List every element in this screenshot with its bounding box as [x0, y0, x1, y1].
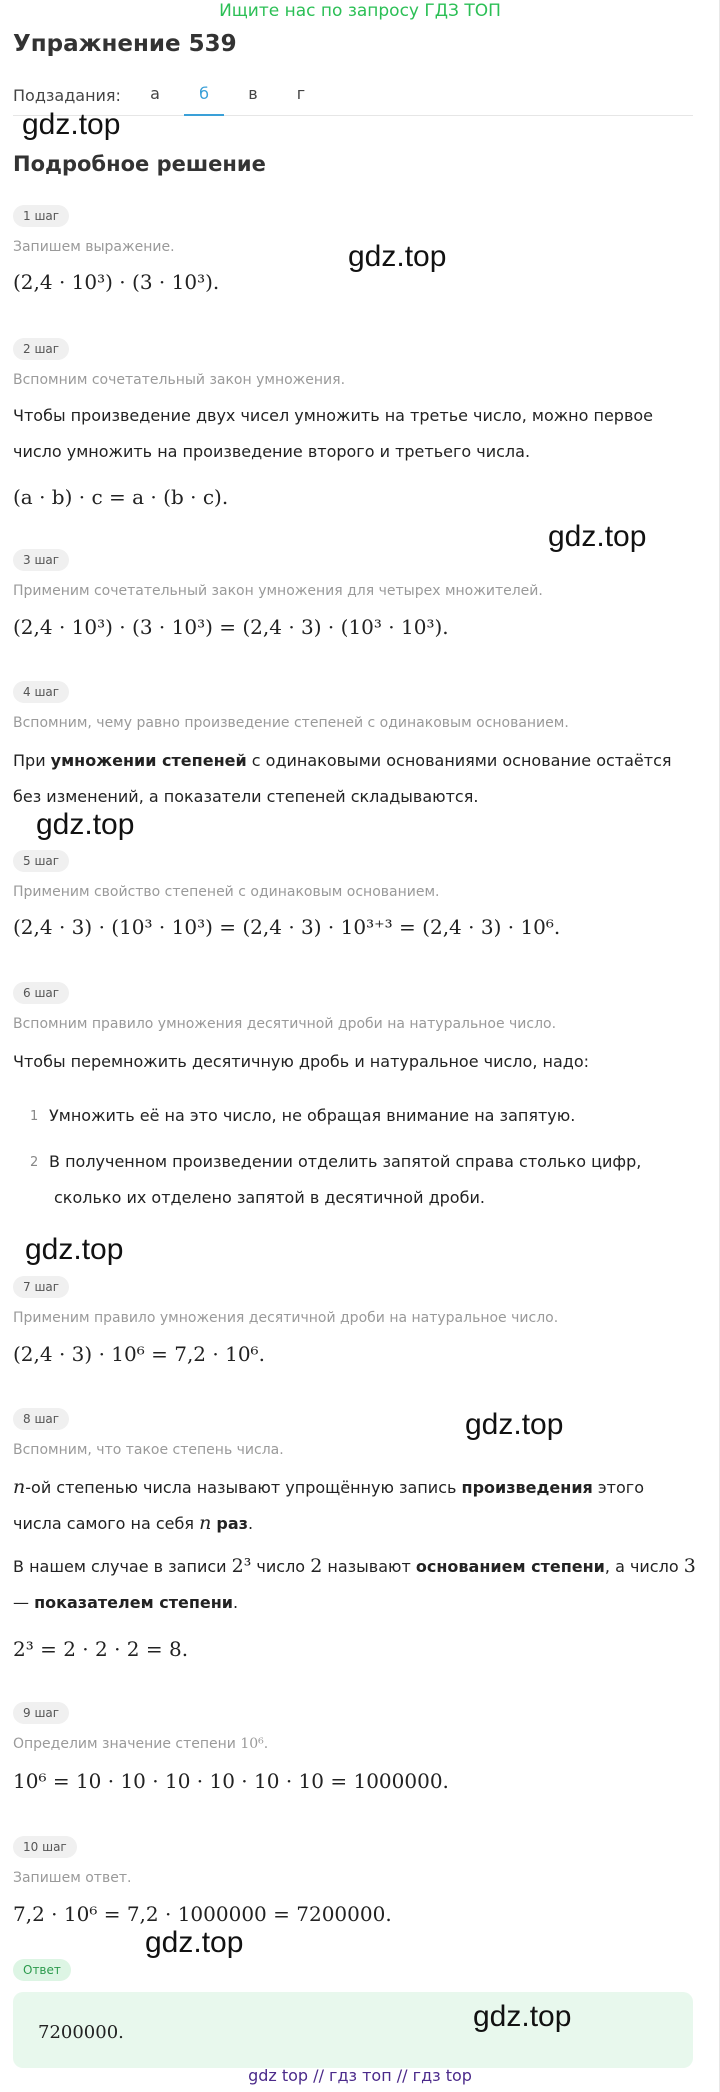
math-expr: 2³ [231, 1555, 252, 1577]
search-banner[interactable]: Ищите нас по запросу ГДЗ ТОП [219, 1, 501, 21]
text-bold: произведения [461, 1478, 593, 1497]
text-part: называют [322, 1557, 416, 1576]
step-math: (2,4 · 10³) · (3 · 10³) = (2,4 · 3) · (10³ · 10³). [13, 615, 449, 639]
text-bold: умножении степеней [50, 751, 247, 770]
step-math: (a · b) · c = a · (b · c). [13, 485, 229, 509]
watermark: gdz.top [348, 240, 447, 273]
link-separator: // [396, 2066, 408, 2085]
text-bold: раз [216, 1514, 248, 1533]
list-number: 1 [30, 1109, 39, 1124]
text-part: этого [592, 1478, 644, 1497]
step-text: Чтобы перемножить десятичную дробь и натуральное число, надо: [13, 1052, 589, 1071]
step-text [13, 1476, 693, 1498]
text-part: В нашем случае в записи [13, 1557, 232, 1576]
step-badge: 5 шаг [13, 850, 69, 872]
text-part: число [251, 1557, 311, 1576]
section-title: Подробное решение [13, 152, 266, 176]
page-title: Упражнение 539 [13, 31, 237, 57]
list-number: 2 [30, 1155, 39, 1170]
step-math: 7,2 · 10⁶ = 7,2 · 1000000 = 7200000. [13, 1902, 392, 1926]
answer-value: 7200000. [38, 2022, 124, 2043]
step-math: (2,4 · 3) · 10⁶ = 7,2 · 10⁶. [13, 1342, 265, 1366]
text-part: — [13, 1593, 35, 1612]
watermark: gdz.top [548, 520, 647, 553]
text-part: Определим значение степени [13, 1736, 241, 1752]
step-text: без изменений, а показатели степеней складываются. [13, 787, 479, 806]
step-text: число умножить на произведение второго и третьего числа. [13, 442, 531, 461]
bottom-link[interactable]: гдз топ [329, 2066, 392, 2085]
step-badge: 4 шаг [13, 681, 69, 703]
step-hint: Применим сочетательный закон умножения для четырех множителей. [13, 583, 543, 599]
text-part: числа самого на себя [13, 1514, 200, 1533]
subtask-tab-a[interactable]: а [150, 84, 160, 103]
step-hint: Запишем выражение. [13, 239, 175, 255]
math-var: n [13, 1476, 26, 1498]
step-badge: 10 шаг [13, 1836, 77, 1858]
step-math: 2³ = 2 · 2 · 2 = 8. [13, 1637, 189, 1661]
step-hint: Вспомним сочетательный закон умножения. [13, 372, 346, 388]
step-hint: Вспомним правило умножения десятичной дроби на натуральное число. [13, 1016, 557, 1032]
math-num: 2 [310, 1555, 323, 1577]
watermark: gdz.top [36, 808, 135, 841]
answer-box [13, 1992, 693, 2068]
bottom-link[interactable]: гдз top [412, 2066, 472, 2085]
step-hint: Применим правило умножения десятичной дроби на натуральное число. [13, 1310, 559, 1326]
step-hint: Запишем ответ. [13, 1870, 132, 1886]
subtask-tab-g[interactable]: г [296, 84, 306, 103]
math-num: 3 [683, 1555, 696, 1577]
step-hint: Применим свойство степеней с одинаковым основанием. [13, 884, 440, 900]
bottom-link[interactable]: gdz top [248, 2066, 309, 2085]
watermark: gdz.top [25, 1233, 124, 1266]
step-hint: Вспомним, что такое степень числа. [13, 1442, 284, 1458]
step-badge: 6 шаг [13, 982, 69, 1004]
subtask-tab-v[interactable]: в [248, 84, 258, 103]
list-item: Умножить её на это число, не обращая внимание на запятую. [49, 1106, 576, 1125]
step-hint: Вспомним, чему равно произведение степеней с одинаковым основанием. [13, 715, 569, 731]
text-part: . [233, 1593, 239, 1612]
text-part: . [263, 1736, 269, 1752]
watermark: gdz.top [22, 108, 121, 141]
math-expr: 10⁶ [240, 1736, 264, 1752]
text-part: При [13, 751, 51, 770]
text-bold: показателем степени [34, 1593, 234, 1612]
answer-badge: Ответ [13, 1959, 71, 1981]
step-badge: 7 шаг [13, 1276, 69, 1298]
text-bold: основанием степени [415, 1557, 605, 1576]
step-text: числа самого на себя n раз. [13, 1512, 254, 1534]
step-badge: 9 шаг [13, 1702, 69, 1724]
watermark: gdz.top [473, 2000, 572, 2033]
text-part: , а число [604, 1557, 684, 1576]
step-math: (2,4 · 10³) · (3 · 10³). [13, 270, 220, 294]
subtasks-label: Подзадания: [13, 86, 121, 105]
step-badge: 3 шаг [13, 549, 69, 571]
step-text [13, 1593, 693, 1612]
list-item: В полученном произведении отделить запятой справа столько цифр, [49, 1152, 642, 1171]
list-item: сколько их отделено запятой в десятичной дроби. [54, 1188, 485, 1207]
link-separator: // [313, 2066, 324, 2085]
step-math: (2,4 · 3) · (10³ · 10³) = (2,4 · 3) · 10³⁺³ = (2,4 · 3) · 10⁶. [13, 915, 561, 939]
subtask-tab-b[interactable]: б [184, 84, 224, 116]
step-badge: 1 шаг [13, 205, 69, 227]
watermark: gdz.top [145, 1926, 244, 1959]
step-badge: 8 шаг [13, 1408, 69, 1430]
watermark: gdz.top [465, 1408, 564, 1441]
step-badge: 2 шаг [13, 338, 69, 360]
text-part: -ой степенью числа называют упрощённую запись [25, 1478, 462, 1497]
step-text: Чтобы произведение двух чисел умножить на третье число, можно первое [13, 406, 654, 425]
step-math: 10⁶ = 10 · 10 · 10 · 10 · 10 · 10 = 1000000. [13, 1769, 449, 1793]
step-hint [13, 1736, 268, 1752]
text-part: с одинаковыми основаниями основание остаётся [246, 751, 672, 770]
step-text [13, 751, 693, 770]
step-text [13, 1555, 696, 1577]
math-var: n [199, 1512, 212, 1534]
bottom-links [0, 2066, 720, 2085]
